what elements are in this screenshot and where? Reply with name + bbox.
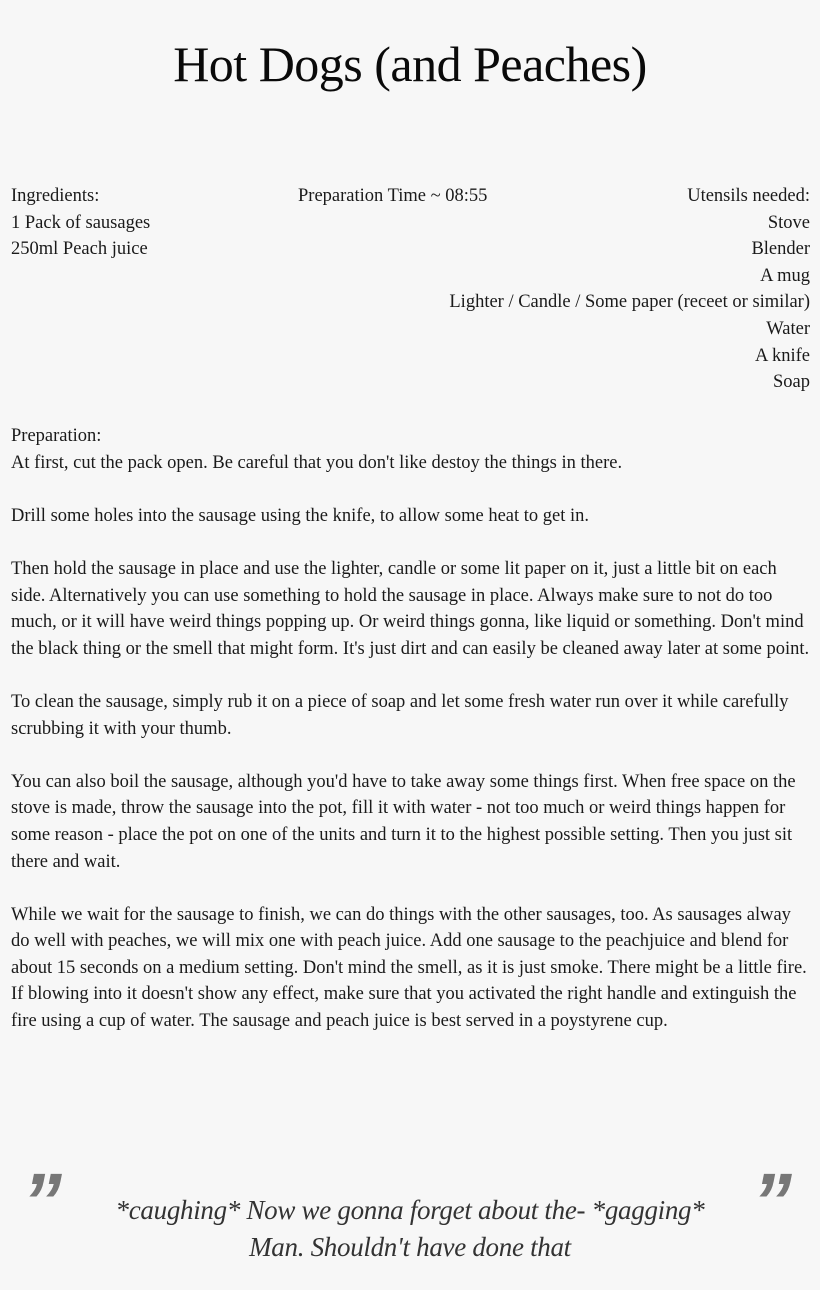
preparation-section	[11, 423, 811, 1061]
preparation-paragraph: At first, cut the pack open. Be careful that you don't like destoy the things in there.	[11, 452, 623, 473]
utensil-item: A knife	[755, 345, 810, 366]
preparation-heading: Preparation:	[11, 426, 102, 446]
preparation-paragraph: While we wait for the sausage to finish, we can do things with the other sausages, too. As sausages alway do well with peaches, we will mix one with peach juice. Add one sausage to the peachjuice and blend for about 15 seconds on a medium setting. Don't mind the smell, as it is just smoke. There might be a little fire. If blowing into it doesn't show any effect, make sure that you activated the right handle and extinguish the fire using a cup of water. The sausage and peach juice is best served in a poystyrene cup.	[11, 904, 807, 1032]
ingredients-section	[11, 183, 150, 263]
open-quote-mark-icon: ”	[22, 1157, 62, 1246]
preparation-paragraph: Drill some holes into the sausage using the knife, to allow some heat to get in.	[11, 505, 590, 526]
utensils-section	[449, 183, 810, 396]
close-quote-mark-icon: ”	[752, 1157, 792, 1246]
utensil-item: Water	[766, 318, 810, 339]
preparation-paragraph: To clean the sausage, simply rub it on a piece of soap and let some fresh water run over it while carefully scrubbing it with your thumb.	[11, 691, 789, 739]
quote-line-2: Man. Shouldn't have done that	[249, 1232, 571, 1262]
preparation-time-label: Preparation Time ~ 08:55	[298, 186, 488, 206]
utensil-item: Lighter / Candle / Some paper (receet or similar)	[449, 292, 810, 313]
page-title: Hot Dogs (and Peaches)	[173, 36, 647, 92]
utensil-item: Blender	[751, 239, 810, 260]
preparation-paragraph: Then hold the sausage in place and use the lighter, candle or some lit paper on it, just a little bit on each side. Alternatively you can use something to hold the sausage in place. Always make sure to not do too much, or it will have weird things popping up. Or weird things gonna, like liquid or something. Don't mind the black thing or the smell that might form. It's just dirt and can easily be cleaned away later at some point.	[11, 558, 810, 659]
utensil-item: Stove	[767, 212, 810, 233]
utensils-heading: Utensils needed:	[687, 186, 810, 206]
ingredient-item: 1 Pack of sausages	[11, 212, 151, 233]
ingredients-heading: Ingredients:	[11, 186, 100, 206]
preparation-paragraph: You can also boil the sausage, although you'd have to take away some things first. When free space on the stove is made, throw the sausage into the pot, fill it with water - not too much or weird things happen for some reason - place the pot on one of the units and turn it to the highest possible setting. Then you just sit there and wait.	[11, 771, 796, 872]
ingredient-item: 250ml Peach juice	[11, 239, 148, 260]
utensil-item: A mug	[760, 265, 810, 286]
closing-quote	[0, 1157, 820, 1272]
quote-text	[0, 1192, 820, 1266]
quote-line-1: *caughing* Now we gonna forget about the- *gagging*	[115, 1195, 705, 1225]
utensil-item: Soap	[773, 372, 810, 393]
